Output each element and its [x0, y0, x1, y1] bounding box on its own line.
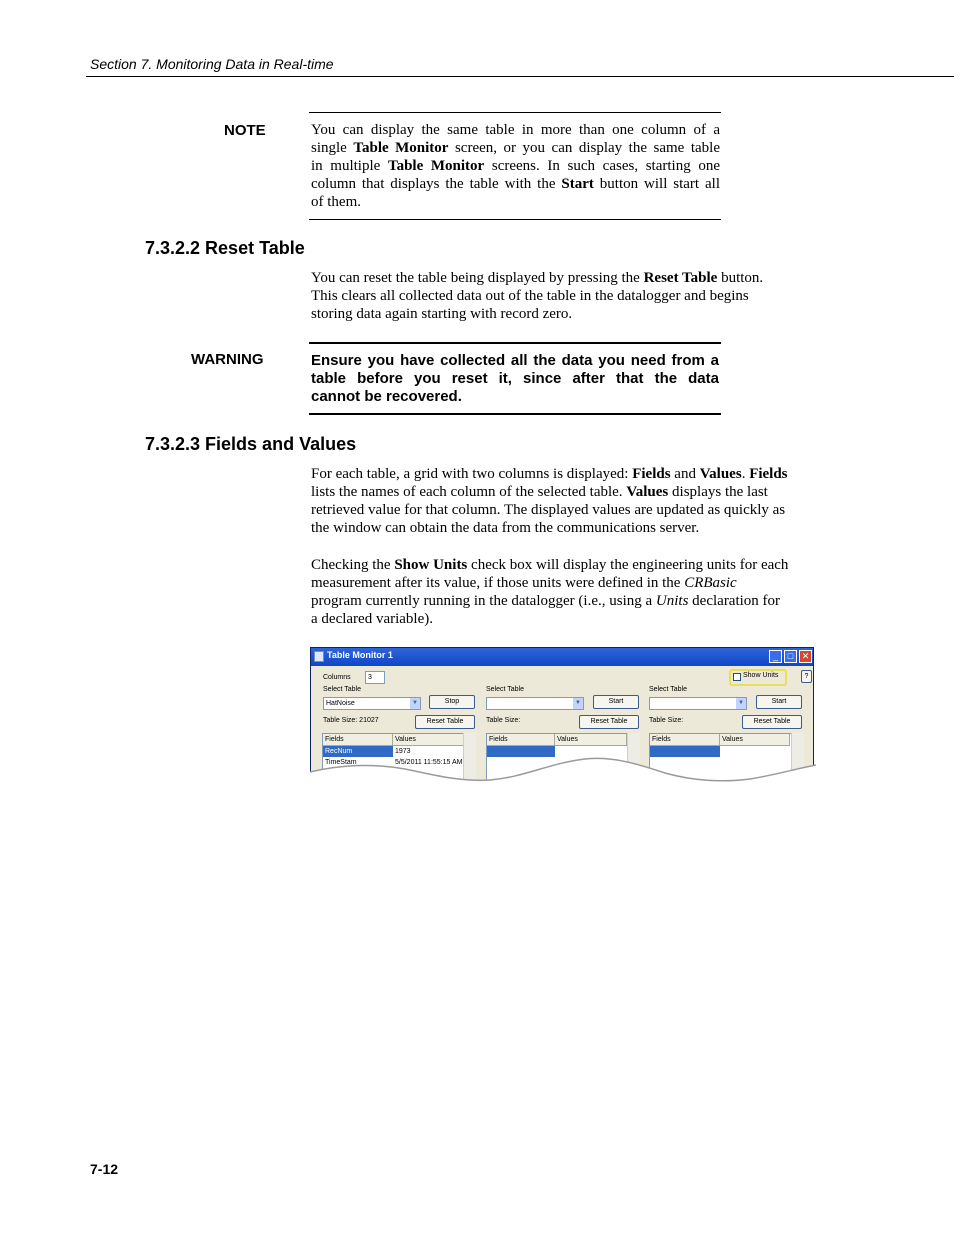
paragraph-line — [311, 519, 811, 537]
text-run: declaration for — [688, 593, 781, 609]
text-run: program currently running in the datalogger (i.e., using a — [311, 593, 656, 609]
bold-term: Start — [561, 176, 594, 192]
table-size-label: Table Size: — [649, 717, 684, 724]
bold-term: Values — [699, 466, 742, 482]
page-number: 7-12 — [90, 1161, 119, 1177]
text-run: and — [670, 466, 700, 482]
grid-value-cell: 1973 — [395, 748, 411, 755]
maximize-icon[interactable]: □ — [784, 650, 797, 663]
warning-line: table before you reset it, since after that the data — [311, 370, 719, 387]
help-button[interactable]: ? — [801, 670, 812, 683]
bold-term: Fields — [632, 466, 671, 482]
fields-values-paragraph-2 — [311, 556, 811, 628]
bold-term: Table Monitor — [387, 158, 485, 174]
text-run: lists the names of each column of the selected table. — [311, 484, 627, 500]
warning-label: WARNING — [191, 351, 264, 368]
torn-edge-mask — [310, 647, 816, 787]
text-run: displays the last — [668, 484, 768, 500]
bold-term: Show Units — [394, 557, 468, 573]
text-run: button will start all — [593, 176, 720, 192]
reset-table-button[interactable]: Reset Table — [742, 715, 802, 729]
section-heading-fields-values: 7.3.2.3 Fields and Values — [145, 434, 357, 454]
paragraph-line — [311, 287, 791, 305]
warning-body — [311, 352, 719, 406]
table-monitor-screenshot — [310, 647, 816, 787]
note-body — [311, 121, 720, 211]
section-heading-reset-table: 7.3.2.2 Reset Table — [145, 238, 305, 258]
text-run: column that displays the table with the — [311, 176, 562, 192]
warning-top-rule — [309, 342, 721, 344]
start-button[interactable]: Start — [756, 695, 802, 709]
note-label: NOTE — [224, 122, 266, 139]
show-units-label: Show Units — [743, 672, 779, 679]
text-run: screen, or you can display the same table — [448, 140, 720, 156]
grid-field-cell[interactable]: RecNum — [323, 746, 393, 757]
chevron-down-icon: ▼ — [573, 698, 583, 709]
fields-column-header[interactable]: Fields — [487, 734, 555, 746]
minimize-icon[interactable]: _ — [769, 650, 782, 663]
text-run: screens. In such cases, starting one — [484, 158, 720, 174]
start-button[interactable]: Start — [593, 695, 639, 709]
table-size-label: Table Size: 21027 — [323, 717, 379, 724]
text-run: the window can obtain the data from the communications server. — [311, 520, 700, 536]
note-top-rule — [309, 112, 721, 113]
text-run: of them. — [311, 194, 361, 210]
warning-line: Ensure you have collected all the data you need from a — [311, 352, 719, 369]
running-header: Section 7. Monitoring Data in Real-time — [90, 56, 334, 72]
fields-column-header[interactable]: Fields — [650, 734, 720, 746]
select-table-value: HatNoise — [326, 700, 355, 707]
italic-term: CRBasic — [684, 575, 737, 591]
reset-table-button[interactable]: Reset Table — [579, 715, 639, 729]
values-column-header[interactable]: Values — [393, 734, 465, 746]
text-run: You can reset the table being displayed by pressing the — [311, 270, 644, 286]
values-column-header[interactable]: Values — [720, 734, 790, 746]
text-run: button. — [717, 270, 764, 286]
italic-term: Units — [655, 593, 689, 609]
warning-line: cannot be recovered. — [311, 388, 462, 405]
text-run: single — [311, 140, 354, 156]
text-run: check box will display the engineering units for each — [467, 557, 789, 573]
text-run: You can display the same table in more than one column of a — [311, 122, 720, 138]
text-run: retrieved value for that column. The displayed values are updated as quickly as — [311, 502, 786, 518]
paragraph-line — [311, 501, 811, 519]
columns-value: 3 — [368, 674, 372, 681]
paragraph-line — [311, 305, 791, 323]
reset-table-paragraph — [311, 269, 791, 323]
paragraph-line — [311, 610, 811, 628]
paragraph-line — [311, 269, 791, 287]
text-run: a declared variable). — [311, 611, 433, 627]
reset-table-button[interactable]: Reset Table — [415, 715, 475, 729]
chevron-down-icon: ▼ — [736, 698, 746, 709]
header-rule — [86, 76, 954, 77]
note-line — [311, 175, 720, 193]
note-bottom-rule — [309, 219, 721, 220]
window-title: Table Monitor 1 — [327, 650, 393, 660]
note-line — [311, 121, 720, 139]
stop-button[interactable]: Stop — [429, 695, 475, 709]
note-line — [311, 139, 720, 157]
warning-bottom-rule — [309, 413, 721, 415]
paragraph-line — [311, 465, 811, 483]
note-line — [311, 157, 720, 175]
columns-label: Columns — [323, 674, 351, 681]
bold-term: Reset Table — [643, 270, 718, 286]
chevron-down-icon: ▼ — [410, 698, 420, 709]
bold-term: Values — [626, 484, 669, 500]
bold-term: Fields — [749, 466, 788, 482]
table-size-label: Table Size: — [486, 717, 521, 724]
paragraph-line — [311, 592, 811, 610]
select-table-label: Select Table — [323, 686, 362, 693]
text-run: For each table, a grid with two columns is displayed: — [311, 466, 633, 482]
bold-term: Table Monitor — [353, 140, 449, 156]
text-run: in multiple — [311, 158, 388, 174]
text-run: This clears all collected data out of the table in the datalogger and begins — [311, 288, 749, 304]
grid-value-cell: 5/5/2011 11:55:15 AM — [395, 759, 463, 766]
fields-values-paragraph-1 — [311, 465, 811, 537]
text-run: measurement after its value, if those units were defined in the — [311, 575, 685, 591]
paragraph-line — [311, 574, 811, 592]
note-line — [311, 193, 720, 211]
grid-field-cell[interactable]: TimeStam — [325, 759, 357, 766]
text-run: Checking the — [311, 557, 395, 573]
close-icon[interactable]: ✕ — [799, 650, 812, 663]
fields-column-header[interactable]: Fields — [323, 734, 393, 746]
text-run: . — [741, 466, 750, 482]
paragraph-line — [311, 556, 811, 574]
text-run: storing data again starting with record zero. — [311, 306, 573, 322]
values-column-header[interactable]: Values — [555, 734, 627, 746]
select-table-label: Select Table — [649, 686, 688, 693]
select-table-label: Select Table — [486, 686, 525, 693]
paragraph-line — [311, 483, 811, 501]
